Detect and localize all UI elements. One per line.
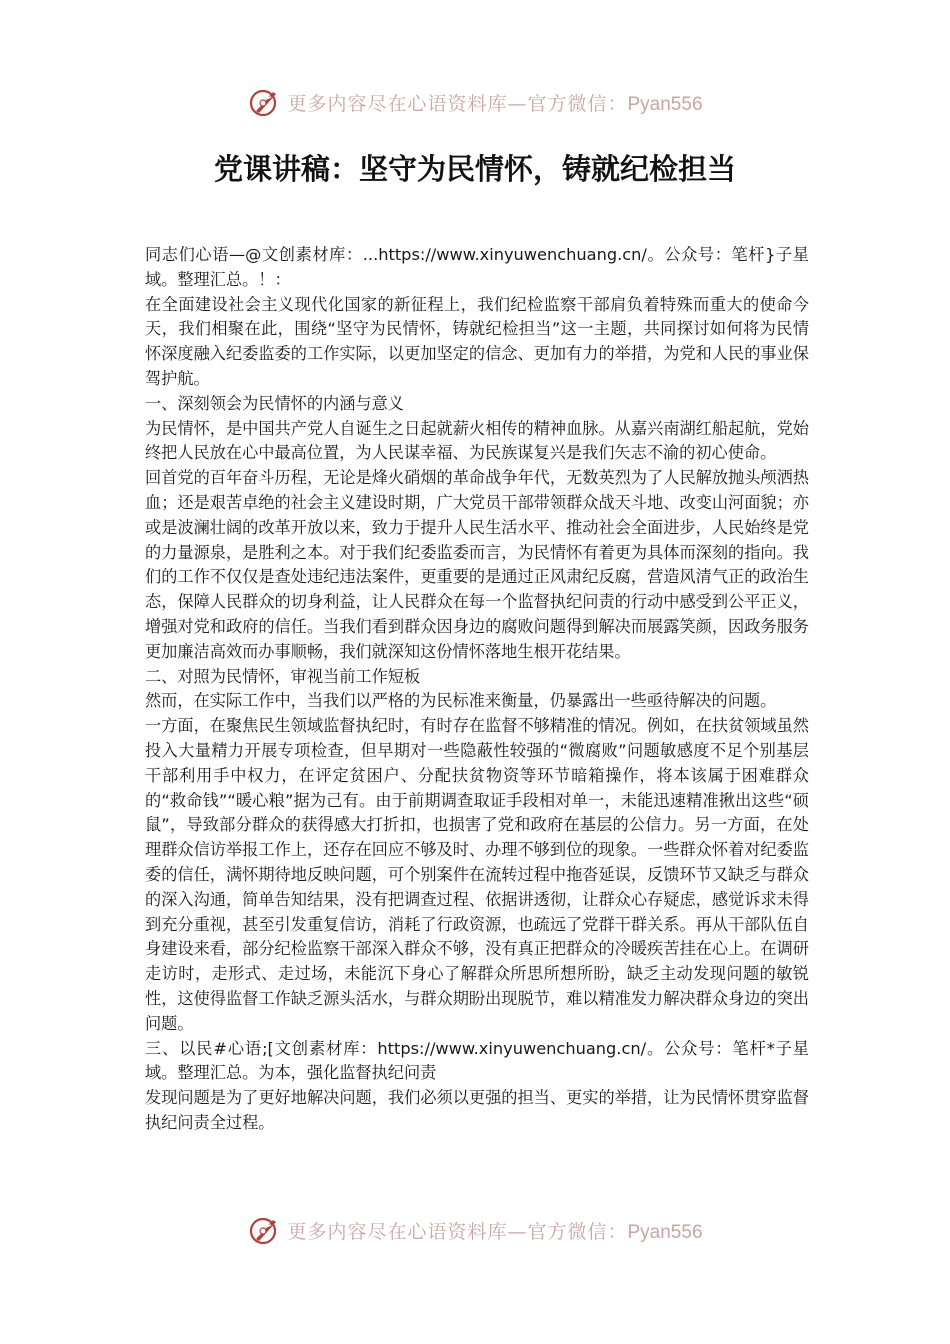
body-paragraph: 回首党的百年奋斗历程，无论是烽火硝烟的革命战争年代，无数英烈为了人民解放抛头颅洒热血；还是艰苦卓绝的社会主义建设时期，广大党员干部带领群众战天斗地、改变山河面貌；亦或是波澜壮阔的改革开放以来，致力于提升人民生活水平、推动社会全面进步，人民始终是党的力量源泉，是胜利之本。对于我们纪委监委而言，为民情怀有着更为具体而深刻的指向。我们的工作不仅仅是查处违纪违法案件，更重要的是通过正风肃纪反腐，营造风清气正的政治生态，保障人民群众的切身利益，让人民群众在每一个监督执纪问责的行动中感受到公平正义，增强对党和政府的信任。当我们看到群众因身边的腐败问题得到解决而展露笑颜，因政务服务更加廉洁高效而办事顺畅，我们就深知这份情怀落地生根开花结果。 xyxy=(145,468,809,661)
pen-circle-logo-icon xyxy=(247,1213,281,1247)
banner-text: 更多内容尽在心语资料库—官方微信： xyxy=(287,1220,628,1243)
banner-wechat-id: Pyan556 xyxy=(627,1221,703,1243)
body-paragraph: 一方面，在聚焦民生领域监督执纪时，有时存在监督不够精准的情况。例如，在扶贫领域虽然投入大量精力开展专项检查，但早期对一些隐蔽性较强的“微腐败”问题敏感度不足个别基层干部利用手中权力，在评定贫困户、分配扶贫物资等环节暗箱操作，将本该属于困难群众的“救命钱”“暖心粮”据为己有。由于前期调查取证手段相对单一，未能迅速精准揪出这些“硕鼠”，导致部分群众的获得感大打折扣，也损害了党和政府在基层的公信力。另一方面，在处理群众信访举报工作上，还存在回应不够及时、办理不够到位的现象。一些群众怀着对纪委监委的信任，满怀期待地反映问题，可个别案件在流转过程中拖沓延误，反馈环节又缺乏与群众的深入沟通，简单告知结果，没有把调查过程、依据讲透彻，让群众心存疑虑，感觉诉求未得到充分重视，甚至引发重复信访，消耗了行政资源，也疏远了党群干群关系。再从干部队伍自身建设来看，部分纪检监察干部深入群众不够，没有真正把群众的冷暖疾苦挂在心上。在调研走访时，走形式、走过场，未能沉下身心了解群众所思所想所盼，缺乏主动发现问题的敏锐性，这使得监督工作缺乏源头活水，与群众期盼出现脱节，难以精准发力解决群众身边的突出问题。 xyxy=(145,716,809,1033)
body-paragraph: 然而，在实际工作中，当我们以严格的为民标准来衡量，仍暴露出一些亟待解决的问题。 xyxy=(145,691,777,711)
body-paragraph: 发现问题是为了更好地解决问题，我们必须以更强的担当、更实的举措，让为民情怀贯穿监督执纪问责全过程。 xyxy=(145,1088,809,1132)
banner-text: 更多内容尽在心语资料库—官方微信： xyxy=(287,92,628,115)
document-title: 党课讲稿：坚守为民情怀，铸就纪检担当 xyxy=(213,152,736,186)
section-heading-2: 二、对照为民情怀，审视当前工作短板 xyxy=(145,666,421,686)
section-heading-1: 一、深刻领会为民情怀的内涵与意义 xyxy=(145,393,404,413)
banner-wechat-id: Pyan556 xyxy=(627,93,703,115)
intro-source-line: 同志们心语—@文创素材库：...https://www.xinyuwenchuang.cn/。公众号：笔杆}子星域。整理汇总。！： xyxy=(145,245,809,289)
body-paragraph: 为民情怀，是中国共产党人自诞生之日起就薪火相传的精神血脉。从嘉兴南湖红船起航，党始终把人民放在心中最高位置，为人民谋幸福、为民族谋复兴是我们矢志不渝的初心使命。 xyxy=(145,418,809,463)
section-heading-3: 三、以民#心语;[文创素材库：https://www.xinyuwenchuang.cn/。公众号：笔杆*子星域。整理汇总。为本，强化监督执纪问责 xyxy=(145,1038,809,1083)
document-body xyxy=(145,243,809,1136)
opening-paragraph: 在全面建设社会主义现代化国家的新征程上，我们纪检监察干部肩负着特殊而重大的使命今天，我们相聚在此，围绕“坚守为民情怀，铸就纪检担当”这一主题，共同探讨如何将为民情怀深度融入纪委监委的工作实际，以更加坚定的信念、更加有力的举措，为党和人民的事业保驾护航。 xyxy=(145,294,809,388)
pen-circle-logo-icon xyxy=(247,85,281,119)
footer-watermark-banner xyxy=(0,1210,950,1250)
header-watermark-banner xyxy=(0,82,950,122)
